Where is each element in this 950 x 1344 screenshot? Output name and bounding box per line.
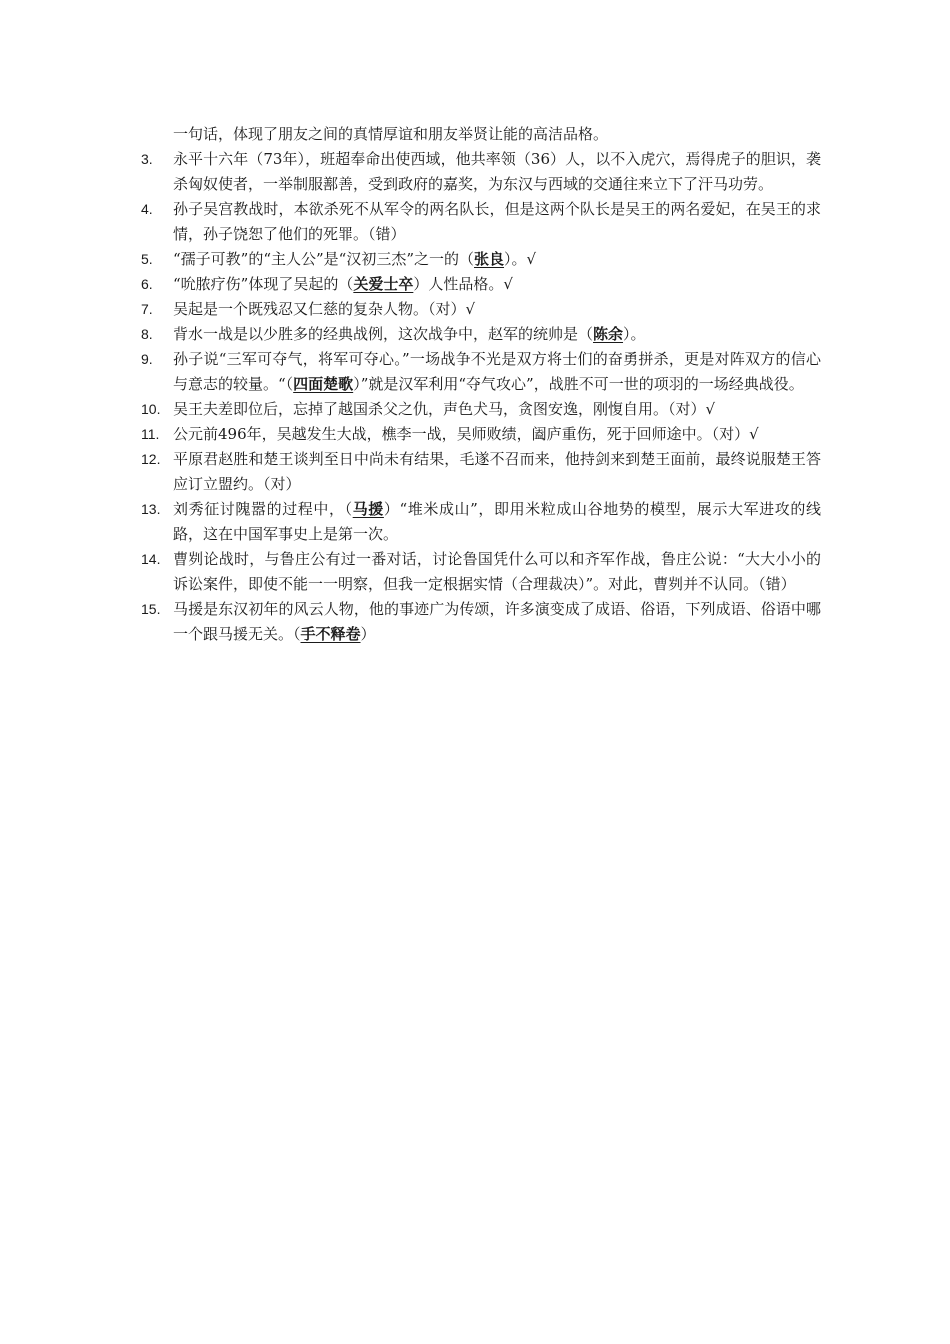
item-text — [173, 272, 821, 297]
item-text-before: “吮脓疗伤”体现了吴起的（ — [173, 275, 354, 293]
question-list — [141, 122, 821, 647]
item-text-before: 背水一战是以少胜多的经典战例，这次战争中，赵军的统帅是（ — [173, 325, 594, 343]
item-text — [173, 597, 821, 647]
list-item — [141, 147, 821, 197]
continued-paragraph: 一句话，体现了朋友之间的真情厚谊和朋友举贤让能的高洁品格。 — [173, 125, 609, 143]
item-text-before: 刘秀征讨隗嚣的过程中，（ — [173, 500, 353, 518]
list-item — [141, 397, 821, 422]
item-number: 12. — [141, 451, 161, 467]
list-item — [141, 297, 821, 322]
item-text-before: 吴起是一个既残忍又仁慈的复杂人物。（对）√ — [173, 300, 476, 318]
item-text-before: 公元前496年，吴越发生大战，樵李一战，吴师败绩，阖庐重伤，死于回师途中。（对）√ — [173, 425, 759, 443]
item-text-after: ） — [360, 625, 376, 643]
item-text-before: “孺子可教”的“主人公”是“汉初三杰”之一的（ — [173, 250, 475, 268]
item-number: 3. — [141, 151, 153, 167]
item-number: 14. — [141, 551, 161, 567]
item-text — [173, 347, 821, 397]
item-text — [173, 422, 821, 447]
list-item — [141, 447, 821, 497]
item-number: 10. — [141, 401, 161, 417]
item-number: 11. — [141, 426, 160, 442]
item-text — [173, 197, 821, 247]
item-text-after: ）人性品格。√ — [413, 275, 513, 293]
item-text-before: 马援是东汉初年的风云人物，他的事迹广为传颂，许多演变成了成语、俗语，下列成语、俗语中哪一个跟马援无关。（ — [173, 600, 821, 643]
item-text — [173, 147, 821, 197]
item-number: 13. — [141, 501, 161, 517]
list-item — [141, 347, 821, 397]
answer-highlight: 马援 — [352, 500, 384, 518]
item-text — [173, 447, 821, 497]
item-number: 6. — [141, 276, 153, 292]
list-item — [141, 422, 821, 447]
item-text-before: 吴王夫差即位后，忘掉了越国杀父之仇，声色犬马，贪图安逸，刚愎自用。（对）√ — [173, 400, 716, 418]
item-text-after: ）。√ — [504, 250, 537, 268]
item-number: 15. — [141, 601, 161, 617]
item-text-after: ）。 — [623, 325, 646, 343]
item-text-before: 孙子吴宫教战时，本欲杀死不从军令的两名队长，但是这两个队长是吴王的两名爱妃，在吴王的求情，孙子饶恕了他们的死罪。（错） — [173, 200, 821, 243]
list-item — [141, 247, 821, 272]
item-number: 5. — [141, 251, 153, 267]
item-text-after: ）”就是汉军利用“夺气攻心”，战胜不可一世的项羽的一场经典战役。 — [353, 375, 804, 393]
item-number: 9. — [141, 351, 153, 367]
item-text-after: ）“堆米成山”，即用米粒成山谷地势的模型，展示大军进攻的线路，这在中国军事史上是第一次。 — [173, 500, 821, 543]
items-container — [141, 147, 821, 647]
item-text-before: 永平十六年（73年），班超奉命出使西域，他共率领（36）人，以不入虎穴，焉得虎子的胆识，袭杀匈奴使者，一举制服鄯善，受到政府的嘉奖，为东汉与西域的交通往来立下了汗马功劳。 — [173, 150, 821, 193]
item-text — [173, 322, 821, 347]
item-text — [173, 397, 821, 422]
list-item — [141, 547, 821, 597]
item-number: 7. — [141, 301, 153, 317]
list-item — [141, 497, 821, 547]
item-number: 8. — [141, 326, 153, 342]
list-item — [141, 597, 821, 647]
item-text — [173, 547, 821, 597]
item-text-before: 平原君赵胜和楚王谈判至日中尚未有结果，毛遂不召而来，他持剑来到楚王面前，最终说服楚王答应订立盟约。（对） — [173, 450, 821, 493]
answer-highlight: 手不释卷 — [300, 625, 361, 643]
list-item — [141, 322, 821, 347]
item-number: 4. — [141, 201, 153, 217]
answer-highlight: 四面楚歌 — [293, 375, 354, 393]
answer-highlight: 关爱士卒 — [353, 275, 414, 293]
item-text — [173, 497, 821, 547]
answer-highlight: 张良 — [474, 250, 505, 268]
item-text-before: 曹刿论战时，与鲁庄公有过一番对话，讨论鲁国凭什么可以和齐军作战，鲁庄公说：“大大小小的诉讼案件，即使不能一一明察，但我一定根据实情（合理裁决）”。对此，曹刿并不认同。（错） — [173, 550, 821, 593]
item-text — [173, 247, 821, 272]
answer-highlight: 陈余 — [593, 325, 624, 343]
list-item — [141, 197, 821, 247]
item-text — [173, 297, 821, 322]
list-item — [141, 272, 821, 297]
item-text-before: 孙子说“三军可夺气，将军可夺心。”一场战争不光是双方将士们的奋勇拼杀，更是对阵双方的信心与意志的较量。“（ — [173, 350, 821, 393]
